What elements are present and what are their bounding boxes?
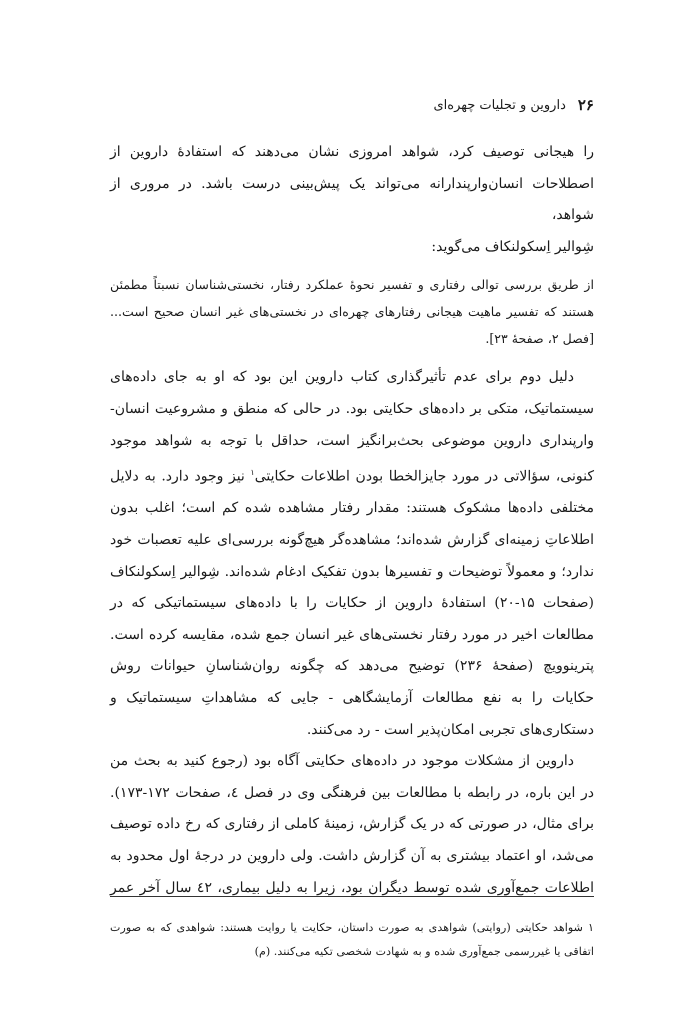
- paragraph-3-line-4: می‌شد، او اعتماد بیشتری به آن گزارش داشت. ولی داروین در درجهٔ اول محدود به: [110, 847, 594, 864]
- paragraph-2-line-10: پترینوویچ (صفحهٔ ۲۳۶) توضیح می‌دهد که چگونه روان‌شناسانِ حیوانات روش: [110, 658, 594, 675]
- paragraph-2-line-4: [110, 457, 594, 493]
- paragraph-2-line-11: حکایات را به نفع مطالعات آزمایشگاهی - جایی که مشاهداتِ سیستماتیک و: [110, 689, 594, 706]
- footnote-ref: ۱: [250, 468, 255, 478]
- paragraph-1-line-3: شِوالیر اِسکولنکاف می‌گوید:: [431, 238, 594, 255]
- paragraph-1-line-1: را هیجانی توصیف کرد، شواهد امروزی نشان می‌دهند که استفادهٔ داروین از: [110, 144, 594, 160]
- paragraph-2-line-8: (صفحات ۱۵-۲۰) استفادهٔ داروین از حکایات را با داده‌های سیستماتیکی که در: [110, 595, 594, 612]
- paragraph-3-line-3: برای مثال، در صورتی که در یک گزارش، زمینهٔ کاملی از رفتاری که رخ داده توصیف: [110, 816, 594, 833]
- paragraph-2-line-4-tail: نیز وجود دارد. به دلایل: [110, 468, 251, 485]
- page-number: ۲۶: [577, 96, 594, 114]
- paragraph-2-line-2: سیستماتیک، متکی بر داده‌های حکایتی بود. در حالی که منطق و مشروعیت انسان-: [110, 400, 594, 417]
- paragraph-2-line-12: دستکاری‌های تجربی امکان‌پذیر است - رد می‌کنند.: [306, 721, 594, 738]
- paragraph-2-line-3: وارپنداری داروین موضوعی بحث‌برانگیز است، حداقل با توجه به شواهد موجود: [110, 432, 594, 449]
- paragraph-2-line-7: ندارد؛ و معمولاً توضیحات و تفسیرها بدون تفکیک ادغام شده‌اند. شِوالیر اِسکولنکاف: [110, 563, 594, 580]
- paragraph-2-line-1: دلیل دوم برای عدم تأثیرگذاری کتاب داروین این بود که او به جای داده‌های: [110, 369, 574, 386]
- paragraph-3-line-2: در این باره، در رابطه با مطالعات بین فرهنگی وی در فصل ٤، صفحات ۱۷۲-۱۷۳).: [110, 784, 594, 801]
- footnote: ۱ شواهد حکایتی (روایتی) شواهدی به صورت داستان، حکایت یا روایت هستند: شواهدی که به صورت اتفاقی یا غیررسمی جمع‌آوری شده و به شهادت شخصی تکیه می‌کنند. (م): [110, 921, 594, 959]
- paragraph-3-line-5: اطلاعات جمع‌آوری شده توسط دیگران بود، زیرا به دلیل بیماری، ٤٢ سال آخر عمر: [110, 879, 594, 896]
- footnote-divider: [110, 896, 594, 897]
- paragraph-2-line-9: مطالعات اخیر در مورد رفتار نخستی‌های غیر انسان جمع شده، مقایسه کرده است.: [110, 626, 594, 643]
- paragraph-2-line-4-text: کنونی، سؤالاتی در مورد جایزالخطا بودن اطلاعات حکایتی: [254, 468, 594, 485]
- paragraph-3-line-1: داروین از مشکلات موجود در داده‌های حکایتی آگاه بود (رجوع کنید به بحث من: [110, 753, 574, 770]
- body-text: [110, 137, 594, 904]
- block-quote: از طریق بررسی توالی رفتاری و تفسیر نحوهٔ عملکرد رفتار، نخستی‌شناسان نسبتاً مطمئن هستند که تفسیر ماهیت هیجانی رفتارهای چهره‌ای در نخستی‌های غیر انسان صحیح است... [فصل ۲، صفحهٔ ۲۳].: [110, 277, 594, 347]
- paragraph-2-line-6: اطلاعاتِ زمینه‌ای گزارش شده‌اند؛ مشاهده‌گر هیچ‌گونه بررسی‌ای علیه تعصبات خود: [110, 532, 594, 548]
- paragraph-1-line-2: اصطلاحات انسان‌وارپندارانه می‌تواند یک پیش‌بینی درست باشد. در مروری از شواهد،: [110, 175, 594, 224]
- running-title: داروین و تجلیات چهره‌ای: [433, 97, 566, 113]
- paragraph-2-line-5: مختلفی داده‌ها مشکوک هستند: مقدار رفتار مشاهده شده کم است؛ اغلب بدون: [110, 500, 594, 517]
- running-header: [110, 94, 594, 116]
